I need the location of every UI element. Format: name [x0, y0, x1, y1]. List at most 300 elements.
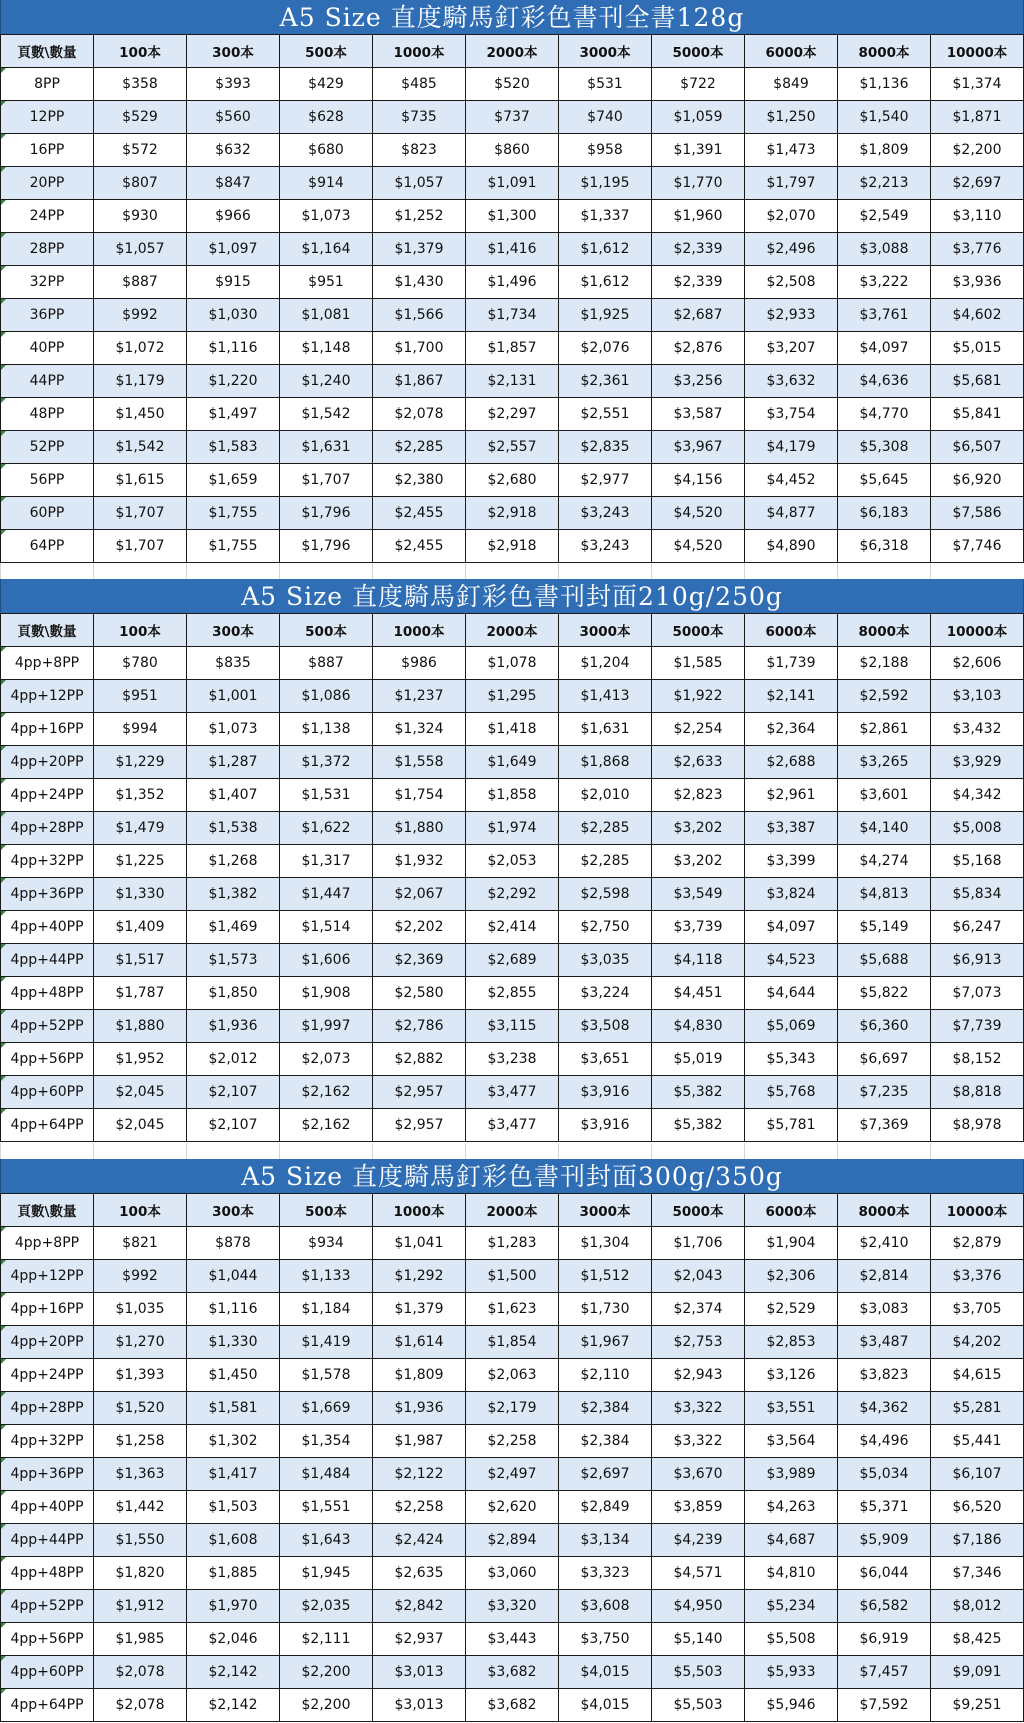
price-cell: $994: [94, 713, 187, 746]
price-cell: $2,073: [280, 1043, 373, 1076]
price-cell: $3,477: [466, 1076, 559, 1109]
page-count-cell: 52PP: [1, 431, 94, 464]
price-cell: $1,952: [94, 1043, 187, 1076]
price-cell: $2,933: [745, 299, 838, 332]
header-cell-qty: 8000本: [838, 614, 931, 647]
price-cell: $2,580: [373, 977, 466, 1010]
price-cell: $1,354: [280, 1425, 373, 1458]
price-cell: $1,138: [280, 713, 373, 746]
page-count-cell: 4pp+32PP: [1, 1425, 94, 1458]
price-cell: $1,497: [187, 398, 280, 431]
price-cell: $4,451: [652, 977, 745, 1010]
table-row: [1, 1689, 1024, 1722]
price-table: [0, 613, 1024, 1142]
price-cell: $2,306: [745, 1260, 838, 1293]
page-count-cell: 4pp+44PP: [1, 1524, 94, 1557]
price-cell: $1,268: [187, 845, 280, 878]
price-cell: $7,186: [931, 1524, 1024, 1557]
price-cell: $5,503: [652, 1689, 745, 1722]
page-count-cell: 56PP: [1, 464, 94, 497]
page-count-cell: 4pp+28PP: [1, 812, 94, 845]
price-cell: $1,558: [373, 746, 466, 779]
price-cell: $1,960: [652, 200, 745, 233]
price-cell: $1,379: [373, 1293, 466, 1326]
price-cell: $2,861: [838, 713, 931, 746]
header-cell-qty: 3000本: [559, 614, 652, 647]
price-cell: $1,447: [280, 878, 373, 911]
table-row: [1, 1557, 1024, 1590]
price-cell: $1,225: [94, 845, 187, 878]
price-cell: $4,274: [838, 845, 931, 878]
price-cell: $5,781: [745, 1109, 838, 1142]
price-cell: $1,970: [187, 1590, 280, 1623]
header-cell-qty: 8000本: [838, 35, 931, 68]
table-row: [1, 746, 1024, 779]
price-cell: $2,633: [652, 746, 745, 779]
table-row: [1, 299, 1024, 332]
price-cell: $5,834: [931, 878, 1024, 911]
price-cell: $2,689: [466, 944, 559, 977]
price-cell: $1,985: [94, 1623, 187, 1656]
price-cell: $1,229: [94, 746, 187, 779]
page-count-cell: 4pp+44PP: [1, 944, 94, 977]
price-cell: $951: [94, 680, 187, 713]
price-cell: $1,531: [280, 779, 373, 812]
price-cell: $2,078: [94, 1656, 187, 1689]
table-title: A5 Size 直度騎馬釘彩色書刊封面210g/250g: [0, 579, 1024, 613]
price-cell: $1,220: [187, 365, 280, 398]
header-cell-qty: 5000本: [652, 35, 745, 68]
price-cell: $6,520: [931, 1491, 1024, 1524]
table-row: [1, 431, 1024, 464]
price-cell: $3,601: [838, 779, 931, 812]
price-cell: $986: [373, 647, 466, 680]
header-cell-qty: 10000本: [931, 1194, 1024, 1227]
table-title: A5 Size 直度騎馬釘彩色書刊封面300g/350g: [0, 1159, 1024, 1193]
table-row: [1, 266, 1024, 299]
price-cell: $6,318: [838, 530, 931, 563]
table-title: A5 Size 直度騎馬釘彩色書刊全書128g: [0, 0, 1024, 34]
price-cell: $1,479: [94, 812, 187, 845]
table-spacer: [0, 563, 1024, 579]
price-cell: $2,131: [466, 365, 559, 398]
price-cell: $1,967: [559, 1326, 652, 1359]
price-cell: $5,168: [931, 845, 1024, 878]
price-cell: $1,755: [187, 497, 280, 530]
price-cell: $915: [187, 266, 280, 299]
price-cell: $5,768: [745, 1076, 838, 1109]
price-cell: $3,670: [652, 1458, 745, 1491]
price-cell: $1,517: [94, 944, 187, 977]
price-cell: $1,073: [280, 200, 373, 233]
price-cell: $4,830: [652, 1010, 745, 1043]
price-cell: $4,263: [745, 1491, 838, 1524]
page-count-cell: 4pp+52PP: [1, 1590, 94, 1623]
price-cell: $2,110: [559, 1359, 652, 1392]
price-cell: $1,755: [187, 530, 280, 563]
page-count-cell: 4pp+24PP: [1, 779, 94, 812]
price-cell: $1,292: [373, 1260, 466, 1293]
price-cell: $2,213: [838, 167, 931, 200]
price-cell: $4,520: [652, 497, 745, 530]
price-cell: $4,950: [652, 1590, 745, 1623]
price-cell: $2,380: [373, 464, 466, 497]
price-cell: $1,324: [373, 713, 466, 746]
price-cell: $3,243: [559, 530, 652, 563]
price-cell: $3,243: [559, 497, 652, 530]
price-cell: $2,384: [559, 1425, 652, 1458]
price-cell: $1,352: [94, 779, 187, 812]
table-row: [1, 1590, 1024, 1623]
price-cell: $930: [94, 200, 187, 233]
table-row: [1, 167, 1024, 200]
price-cell: $7,746: [931, 530, 1024, 563]
price-cell: $1,706: [652, 1227, 745, 1260]
price-cell: $1,707: [94, 530, 187, 563]
price-cell: $1,164: [280, 233, 373, 266]
price-cell: $2,635: [373, 1557, 466, 1590]
price-cell: $1,707: [280, 464, 373, 497]
price-cell: $6,697: [838, 1043, 931, 1076]
price-cell: $429: [280, 68, 373, 101]
price-cell: $2,882: [373, 1043, 466, 1076]
page-count-cell: 4pp+28PP: [1, 1392, 94, 1425]
price-cell: $1,500: [466, 1260, 559, 1293]
table-row: [1, 1656, 1024, 1689]
price-cell: $1,330: [187, 1326, 280, 1359]
price-cell: $8,978: [931, 1109, 1024, 1142]
table-row: [1, 878, 1024, 911]
price-cell: $835: [187, 647, 280, 680]
price-cell: $1,407: [187, 779, 280, 812]
price-cell: $4,015: [559, 1656, 652, 1689]
price-cell: $2,842: [373, 1590, 466, 1623]
price-cell: $1,136: [838, 68, 931, 101]
price-cell: $2,188: [838, 647, 931, 680]
price-cell: $1,484: [280, 1458, 373, 1491]
price-cell: $4,602: [931, 299, 1024, 332]
price-cell: $1,179: [94, 365, 187, 398]
header-cell-qty: 1000本: [373, 35, 466, 68]
header-cell-qty: 6000本: [745, 35, 838, 68]
price-cell: $3,202: [652, 845, 745, 878]
price-cell: $3,761: [838, 299, 931, 332]
table-row: [1, 911, 1024, 944]
price-cell: $2,142: [187, 1656, 280, 1689]
price-cell: $3,632: [745, 365, 838, 398]
price-cell: $2,179: [466, 1392, 559, 1425]
price-cell: $1,583: [187, 431, 280, 464]
table-row: [1, 1043, 1024, 1076]
price-cell: $934: [280, 1227, 373, 1260]
price-cell: $1,622: [280, 812, 373, 845]
price-cell: $3,477: [466, 1109, 559, 1142]
price-cell: $2,879: [931, 1227, 1024, 1260]
price-cell: $3,443: [466, 1623, 559, 1656]
price-cell: $6,920: [931, 464, 1024, 497]
price-cell: $1,044: [187, 1260, 280, 1293]
page-count-cell: 4pp+36PP: [1, 1458, 94, 1491]
price-cell: $958: [559, 134, 652, 167]
price-cell: $3,929: [931, 746, 1024, 779]
table-row: [1, 713, 1024, 746]
price-cell: $2,918: [466, 497, 559, 530]
header-cell-qty: 10000本: [931, 35, 1024, 68]
page-count-cell: 44PP: [1, 365, 94, 398]
price-cell: $2,414: [466, 911, 559, 944]
price-cell: $5,946: [745, 1689, 838, 1722]
header-cell-qty: 6000本: [745, 614, 838, 647]
price-cell: $5,841: [931, 398, 1024, 431]
table-row: [1, 845, 1024, 878]
price-cell: $3,060: [466, 1557, 559, 1590]
price-cell: $2,957: [373, 1076, 466, 1109]
price-cell: $2,078: [373, 398, 466, 431]
price-cell: $2,455: [373, 497, 466, 530]
price-cell: $5,688: [838, 944, 931, 977]
page-count-cell: 40PP: [1, 332, 94, 365]
table-row: [1, 1491, 1024, 1524]
price-cell: $2,937: [373, 1623, 466, 1656]
price-cell: $9,251: [931, 1689, 1024, 1722]
price-cell: $722: [652, 68, 745, 101]
price-cell: $3,126: [745, 1359, 838, 1392]
price-cell: $1,631: [280, 431, 373, 464]
price-cell: $4,156: [652, 464, 745, 497]
price-cell: $1,450: [94, 398, 187, 431]
price-cell: $6,913: [931, 944, 1024, 977]
table-row: [1, 1326, 1024, 1359]
page-count-cell: 4pp+40PP: [1, 1491, 94, 1524]
header-cell-qty: 2000本: [466, 614, 559, 647]
table-row: [1, 977, 1024, 1010]
price-cell: $1,337: [559, 200, 652, 233]
table-row: [1, 1524, 1024, 1557]
price-cell: $5,441: [931, 1425, 1024, 1458]
price-cell: $3,013: [373, 1656, 466, 1689]
table-row: [1, 1293, 1024, 1326]
price-cell: $3,103: [931, 680, 1024, 713]
price-cell: $2,687: [652, 299, 745, 332]
price-table: [0, 1193, 1024, 1722]
price-cell: $1,304: [559, 1227, 652, 1260]
price-cell: $2,078: [94, 1689, 187, 1722]
page-count-cell: 4pp+56PP: [1, 1623, 94, 1656]
table-row: [1, 1010, 1024, 1043]
price-cell: $1,538: [187, 812, 280, 845]
price-cell: $8,012: [931, 1590, 1024, 1623]
price-cell: $3,564: [745, 1425, 838, 1458]
price-cell: $2,361: [559, 365, 652, 398]
price-cell: $2,750: [559, 911, 652, 944]
price-cell: $1,287: [187, 746, 280, 779]
price-cell: $4,179: [745, 431, 838, 464]
price-cell: $966: [187, 200, 280, 233]
price-cell: $1,669: [280, 1392, 373, 1425]
price-cell: $737: [466, 101, 559, 134]
page-count-cell: 4pp+8PP: [1, 1227, 94, 1260]
price-cell: $1,409: [94, 911, 187, 944]
page-count-cell: 4pp+48PP: [1, 977, 94, 1010]
price-cell: $1,091: [466, 167, 559, 200]
price-cell: $5,822: [838, 977, 931, 1010]
price-cell: $2,455: [373, 530, 466, 563]
price-cell: $1,372: [280, 746, 373, 779]
price-cell: $2,010: [559, 779, 652, 812]
page-count-cell: 4pp+56PP: [1, 1043, 94, 1076]
price-cell: $3,088: [838, 233, 931, 266]
price-cell: $2,853: [745, 1326, 838, 1359]
price-cell: $2,918: [466, 530, 559, 563]
price-cell: $2,943: [652, 1359, 745, 1392]
price-cell: $2,045: [94, 1076, 187, 1109]
price-cell: $1,081: [280, 299, 373, 332]
price-cell: $4,362: [838, 1392, 931, 1425]
price-cell: $3,989: [745, 1458, 838, 1491]
table-row: [1, 779, 1024, 812]
price-cell: $8,152: [931, 1043, 1024, 1076]
price-cell: $1,612: [559, 233, 652, 266]
price-cell: $6,044: [838, 1557, 931, 1590]
price-cell: $1,270: [94, 1326, 187, 1359]
price-cell: $2,688: [745, 746, 838, 779]
page-count-cell: 60PP: [1, 497, 94, 530]
price-cell: $3,110: [931, 200, 1024, 233]
header-cell-qty: 5000本: [652, 614, 745, 647]
price-cell: $5,019: [652, 1043, 745, 1076]
page-count-cell: 28PP: [1, 233, 94, 266]
price-cell: $3,399: [745, 845, 838, 878]
header-cell-qty: 300本: [187, 35, 280, 68]
table-row: [1, 200, 1024, 233]
price-cell: $1,566: [373, 299, 466, 332]
price-cell: $3,376: [931, 1260, 1024, 1293]
header-row: [1, 614, 1024, 647]
price-cell: $2,141: [745, 680, 838, 713]
header-cell-pages-qty: 頁數\數量: [1, 35, 94, 68]
price-cell: $1,382: [187, 878, 280, 911]
page-count-cell: 20PP: [1, 167, 94, 200]
price-cell: $1,133: [280, 1260, 373, 1293]
price-cell: $1,908: [280, 977, 373, 1010]
price-cell: $2,497: [466, 1458, 559, 1491]
price-cell: $2,424: [373, 1524, 466, 1557]
price-cell: $5,933: [745, 1656, 838, 1689]
price-cell: $1,932: [373, 845, 466, 878]
price-cell: $1,796: [280, 530, 373, 563]
price-cell: $4,140: [838, 812, 931, 845]
price-cell: $1,936: [187, 1010, 280, 1043]
price-cell: $4,202: [931, 1326, 1024, 1359]
price-cell: $2,063: [466, 1359, 559, 1392]
price-cell: $2,285: [373, 431, 466, 464]
price-cell: $1,059: [652, 101, 745, 134]
table-row: [1, 1109, 1024, 1142]
price-cell: $4,097: [838, 332, 931, 365]
price-cell: $1,512: [559, 1260, 652, 1293]
price-cell: $4,890: [745, 530, 838, 563]
price-cell: $9,091: [931, 1656, 1024, 1689]
price-cell: $887: [94, 266, 187, 299]
price-cell: $2,876: [652, 332, 745, 365]
price-cell: $1,283: [466, 1227, 559, 1260]
price-cell: $1,925: [559, 299, 652, 332]
price-cell: $1,496: [466, 266, 559, 299]
price-cell: $1,608: [187, 1524, 280, 1557]
price-cell: $1,770: [652, 167, 745, 200]
price-cell: $1,739: [745, 647, 838, 680]
price-cell: $5,234: [745, 1590, 838, 1623]
table-row: [1, 233, 1024, 266]
price-cell: $2,162: [280, 1076, 373, 1109]
page-count-cell: 4pp+24PP: [1, 1359, 94, 1392]
table-row: [1, 464, 1024, 497]
price-cell: $1,796: [280, 497, 373, 530]
price-cell: $1,416: [466, 233, 559, 266]
price-cell: $2,012: [187, 1043, 280, 1076]
page-count-cell: 48PP: [1, 398, 94, 431]
price-cell: $3,705: [931, 1293, 1024, 1326]
price-cell: $5,503: [652, 1656, 745, 1689]
price-cell: $2,200: [280, 1656, 373, 1689]
price-cell: $2,549: [838, 200, 931, 233]
price-cell: $1,880: [94, 1010, 187, 1043]
price-cell: $2,297: [466, 398, 559, 431]
price-cell: $3,035: [559, 944, 652, 977]
table-row: [1, 1260, 1024, 1293]
price-cell: $1,363: [94, 1458, 187, 1491]
price-cell: $2,258: [373, 1491, 466, 1524]
header-cell-qty: 100本: [94, 614, 187, 647]
price-cell: $4,571: [652, 1557, 745, 1590]
price-cell: $2,697: [559, 1458, 652, 1491]
header-cell-qty: 500本: [280, 614, 373, 647]
table-row: [1, 530, 1024, 563]
price-cell: $5,140: [652, 1623, 745, 1656]
page-count-cell: 12PP: [1, 101, 94, 134]
price-cell: $1,871: [931, 101, 1024, 134]
table-row: [1, 944, 1024, 977]
price-cell: $5,645: [838, 464, 931, 497]
price-cell: $2,592: [838, 680, 931, 713]
price-cell: $2,384: [559, 1392, 652, 1425]
price-cell: $1,904: [745, 1227, 838, 1260]
price-cell: $4,644: [745, 977, 838, 1010]
price-cell: $4,813: [838, 878, 931, 911]
price-cell: $2,957: [373, 1109, 466, 1142]
price-cell: $6,582: [838, 1590, 931, 1623]
price-cell: $4,520: [652, 530, 745, 563]
page-count-cell: 24PP: [1, 200, 94, 233]
price-cell: $3,936: [931, 266, 1024, 299]
price-cell: $6,507: [931, 431, 1024, 464]
page-count-cell: 4pp+52PP: [1, 1010, 94, 1043]
header-cell-pages-qty: 頁數\數量: [1, 614, 94, 647]
price-cell: $1,473: [745, 134, 838, 167]
price-cell: $2,122: [373, 1458, 466, 1491]
price-cell: $1,240: [280, 365, 373, 398]
price-cell: $1,073: [187, 713, 280, 746]
price-cell: $878: [187, 1227, 280, 1260]
price-cell: $3,222: [838, 266, 931, 299]
price-cell: $3,238: [466, 1043, 559, 1076]
price-cell: $2,369: [373, 944, 466, 977]
table-row: [1, 1458, 1024, 1491]
price-cell: $3,916: [559, 1076, 652, 1109]
price-cell: $5,371: [838, 1491, 931, 1524]
price-cell: $1,615: [94, 464, 187, 497]
price-cell: $1,116: [187, 332, 280, 365]
